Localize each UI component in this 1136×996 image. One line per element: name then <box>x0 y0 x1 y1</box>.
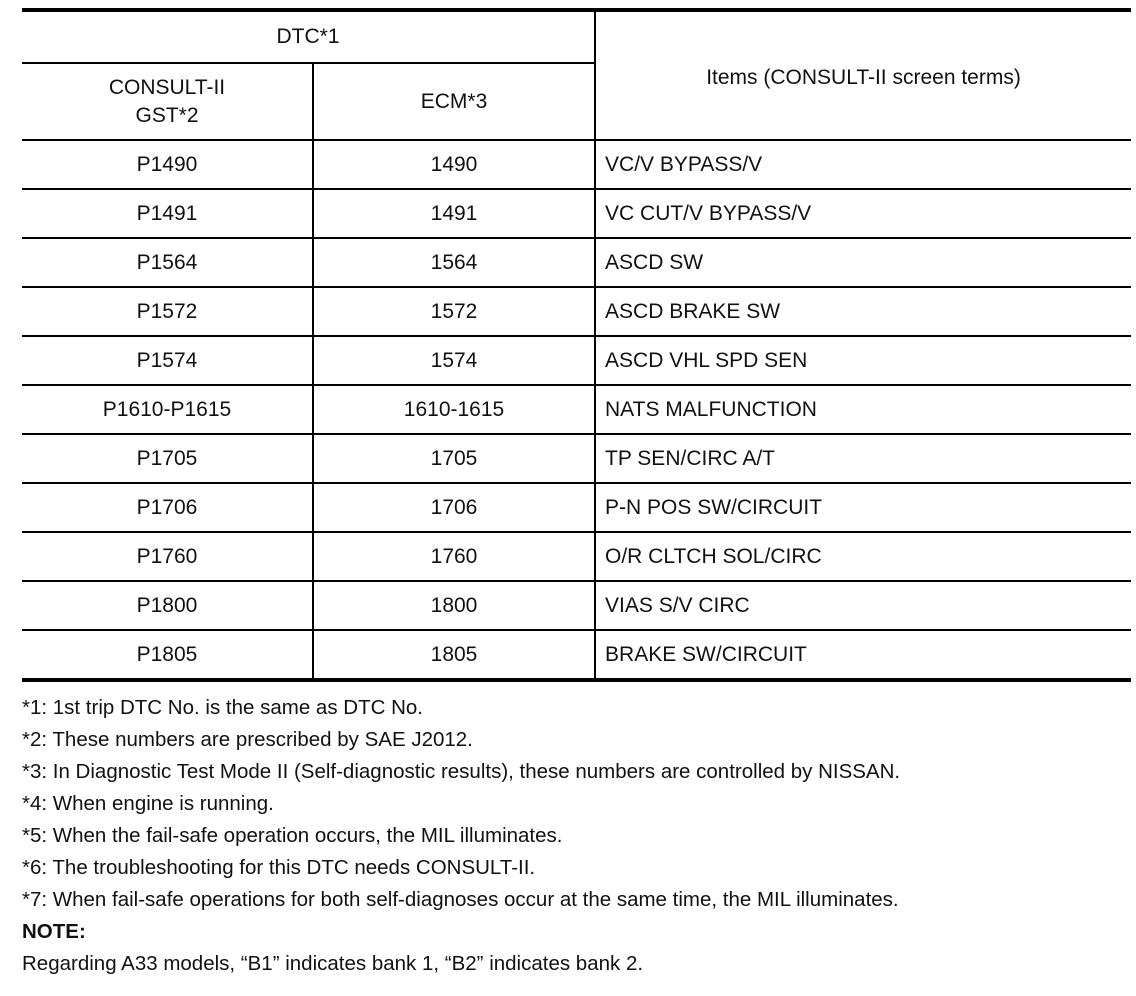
table-row <box>22 385 1131 434</box>
footnote: *7: When fail-safe operations for both self-diagnoses occur at the same time, the MIL illuminates. <box>22 888 899 911</box>
item-cell: ASCD SW <box>595 238 1131 287</box>
table-row <box>22 483 1131 532</box>
item-cell: BRAKE SW/CIRCUIT <box>595 630 1131 680</box>
note-heading: NOTE: <box>22 920 86 943</box>
consult-gst-cell: P1706 <box>22 483 313 532</box>
consult-gst-cell: P1574 <box>22 336 313 385</box>
item-cell: VC CUT/V BYPASS/V <box>595 189 1131 238</box>
consult-gst-cell: P1800 <box>22 581 313 630</box>
ecm-cell: 1572 <box>313 287 595 336</box>
footnote-list <box>22 692 1131 916</box>
ecm-cell: 1805 <box>313 630 595 680</box>
document <box>22 8 1131 980</box>
footnote: *2: These numbers are prescribed by SAE J2012. <box>22 728 473 751</box>
table-row <box>22 532 1131 581</box>
gst-header-line: GST*2 <box>135 103 199 127</box>
ecm-cell: 1800 <box>313 581 595 630</box>
consult-gst-cell: P1610-P1615 <box>22 385 313 434</box>
dtc-table-header <box>22 10 1131 140</box>
table-row <box>22 630 1131 680</box>
ecm-column-header: ECM*3 <box>313 63 595 140</box>
footnotes <box>22 692 1131 980</box>
item-cell: P-N POS SW/CIRCUIT <box>595 483 1131 532</box>
item-cell: NATS MALFUNCTION <box>595 385 1131 434</box>
item-cell: VC/V BYPASS/V <box>595 140 1131 189</box>
consult-gst-cell: P1705 <box>22 434 313 483</box>
table-row <box>22 287 1131 336</box>
item-cell: ASCD VHL SPD SEN <box>595 336 1131 385</box>
table-row <box>22 238 1131 287</box>
item-cell: TP SEN/CIRC A/T <box>595 434 1131 483</box>
consult-gst-cell: P1491 <box>22 189 313 238</box>
table-row <box>22 581 1131 630</box>
ecm-cell: 1610-1615 <box>313 385 595 434</box>
footnote: *5: When the fail-safe operation occurs, the MIL illuminates. <box>22 824 563 847</box>
dtc-group-header: DTC*1 <box>22 10 595 63</box>
items-column-header: Items (CONSULT-II screen terms) <box>595 10 1131 140</box>
consult-gst-cell: P1490 <box>22 140 313 189</box>
consult-header-line: CONSULT-II <box>108 75 226 99</box>
item-cell: VIAS S/V CIRC <box>595 581 1131 630</box>
ecm-cell: 1705 <box>313 434 595 483</box>
table-row <box>22 140 1131 189</box>
consult-gst-cell: P1564 <box>22 238 313 287</box>
footnote: *6: The troubleshooting for this DTC needs CONSULT-II. <box>22 856 536 879</box>
ecm-cell: 1564 <box>313 238 595 287</box>
ecm-cell: 1490 <box>313 140 595 189</box>
footnote: *4: When engine is running. <box>22 792 274 815</box>
dtc-table-body <box>22 140 1131 680</box>
table-row <box>22 189 1131 238</box>
ecm-cell: 1760 <box>313 532 595 581</box>
table-row <box>22 434 1131 483</box>
note-text: Regarding A33 models, “B1” indicates bank 1, “B2” indicates bank 2. <box>22 952 644 975</box>
footnote: *3: In Diagnostic Test Mode II (Self-diagnostic results), these numbers are controlled by NISSAN. <box>22 760 901 783</box>
dtc-table <box>22 8 1131 682</box>
consult-gst-cell: P1572 <box>22 287 313 336</box>
consult-gst-cell: P1805 <box>22 630 313 680</box>
item-cell: ASCD BRAKE SW <box>595 287 1131 336</box>
ecm-cell: 1574 <box>313 336 595 385</box>
ecm-cell: 1491 <box>313 189 595 238</box>
consult-gst-column-header <box>22 63 313 140</box>
item-cell: O/R CLTCH SOL/CIRC <box>595 532 1131 581</box>
consult-gst-cell: P1760 <box>22 532 313 581</box>
table-row <box>22 336 1131 385</box>
ecm-cell: 1706 <box>313 483 595 532</box>
footnote: *1: 1st trip DTC No. is the same as DTC No. <box>22 696 424 719</box>
